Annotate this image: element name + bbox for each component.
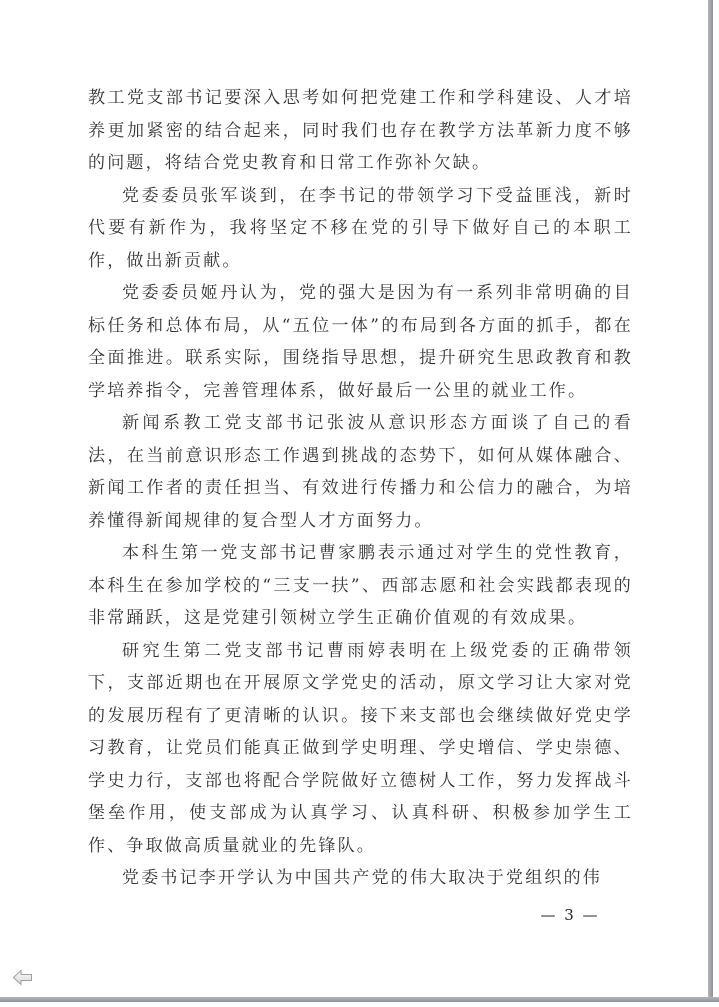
paragraph: 党委书记李开学认为中国共产党的伟大取决于党组织的伟: [122, 868, 602, 888]
page-shadow-right: [708, 0, 713, 1002]
paragraph: 党委委员姬丹认为，党的强大是因为有一系列非常明确的目标任务和总体布局，从“五位一体”的布局到各方面的抓手，都在全面推进。联系实际，围绕指导思想，提升研究生思政教育和教学培养指令，完善管理体系，做好最后一公里的就业工作。: [88, 283, 633, 401]
paragraph: 研究生第二党支部书记曹雨婷表明在上级党委的正确带领下，支部近期也在开展原文学党史的活动，原文学习让大家对党的发展历程有了更清晰的认识。接下来支部也会继续做好党史学习教育，让党员们能真正做到学史明理、学史增信、学史崇德、学史力行，支部也将配合学院做好立德树人工作，努力发挥战斗堡垒作用，使支部成为认真学习、认真科研、积极参加学生工作、争取做高质量就业的先锋队。: [88, 640, 633, 856]
paragraph: 教工党支部书记要深入思考如何把党建工作和学科建设、人才培养更加紧密的结合起来，同时我们也存在教学方法革新力度不够的问题，将结合党史教育和日常工作弥补欠缺。: [88, 88, 633, 173]
document-body: [88, 82, 633, 895]
page-number: — 3 —: [540, 906, 600, 924]
paragraph: 新闻系教工党支部书记张波从意识形态方面谈了自己的看法，在当前意识形态工作遇到挑战的态势下，如何从媒体融合、新闻工作者的责任担当、有效进行传播力和公信力的融合，为培养懂得新闻规律的复合型人才方面努力。: [88, 413, 633, 531]
paragraph: 本科生第一党支部书记曹家鹏表示通过对学生的党性教育，本科生在参加学校的“三支一扶”、西部志愿和社会实践都表现的非常踊跃，这是党建引领树立学生正确价值观的有效成果。: [88, 543, 633, 628]
page-shadow-bottom: [0, 997, 719, 1002]
paragraph: 党委委员张军谈到，在李书记的带领学习下受益匪浅，新时代要有新作为，我将坚定不移在党的引导下做好自己的本职工作，做出新贡献。: [88, 185, 633, 271]
back-arrow-icon[interactable]: [12, 968, 33, 987]
